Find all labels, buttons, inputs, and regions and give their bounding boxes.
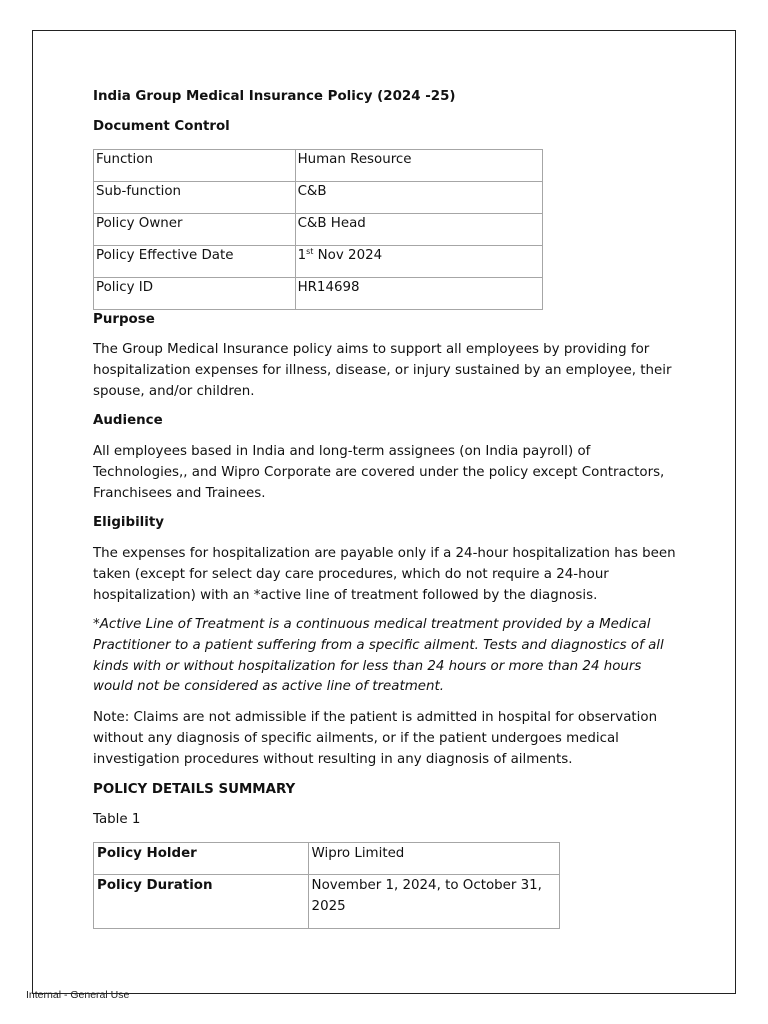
document-title: India Group Medical Insurance Policy (2024 -25) [93,89,456,104]
table-row [94,278,543,310]
active-line-definition: *Active Line of Treatment is a continuous medical treatment provided by a Medical Practitioner to a patient suffering from a specific ailment. Tests and diagnostics of all kinds with or without hospitalization for less than 24 hours or more than 24 hours would not be considered as active line of treatment. [93,617,664,695]
effective-date-label: Policy Effective Date [94,246,296,278]
eligibility-text: The expenses for hospitalization are payable only if a 24-hour hospitalization has been taken (except for select day care procedures, which do not require a 24-hour hospitalization) with an *active line of treatment followed by the diagnosis. [93,546,676,603]
policy-id-label: Policy ID [94,278,296,310]
table-row [94,875,560,929]
effective-date-day: 1 [297,248,307,263]
table-row [94,843,560,875]
purpose-heading: Purpose [93,312,155,327]
table-row [94,150,543,182]
classification-footer: Internal - General Use [26,989,130,1001]
purpose-text: The Group Medical Insurance policy aims to support all employees by providing for hospitalization expenses for illness, disease, or injury sustained by an employee, their spouse, and/or children. [93,342,672,399]
audience-heading: Audience [93,413,163,428]
sub-function-value: C&B [295,182,542,214]
effective-date-rest: Nov 2024 [313,248,383,263]
policy-duration-label: Policy Duration [94,875,309,929]
eligibility-heading: Eligibility [93,515,164,530]
summary-heading: POLICY DETAILS SUMMARY [93,782,296,797]
table-row [94,214,543,246]
effective-date-ordinal: st [306,247,314,256]
document-control-table [93,149,543,310]
claims-note: Note: Claims are not admissible if the patient is admitted in hospital for observation without any diagnosis of specific ailments, or if the patient undergoes medical investigation procedures without resulting in any diagnosis of ailments. [93,710,658,767]
table-row [94,246,543,278]
policy-summary-table [93,842,560,929]
policy-holder-value: Wipro Limited [308,843,559,875]
sub-function-label: Sub-function [94,182,296,214]
policy-holder-label: Policy Holder [94,843,309,875]
table-caption: Table 1 [93,812,141,827]
audience-text: All employees based in India and long-term assignees (on India payroll) of Technologies,, and Wipro Corporate are covered under the policy except Contractors, Franchisees and Trainees. [93,444,665,501]
policy-id-value: HR14698 [295,278,542,310]
table-row [94,182,543,214]
policy-owner-label: Policy Owner [94,214,296,246]
function-label: Function [94,150,296,182]
effective-date-value [295,246,542,278]
policy-owner-value: C&B Head [295,214,542,246]
document-control-heading: Document Control [93,119,230,134]
policy-duration-value: November 1, 2024, to October 31, 2025 [308,875,559,929]
function-value: Human Resource [295,150,542,182]
